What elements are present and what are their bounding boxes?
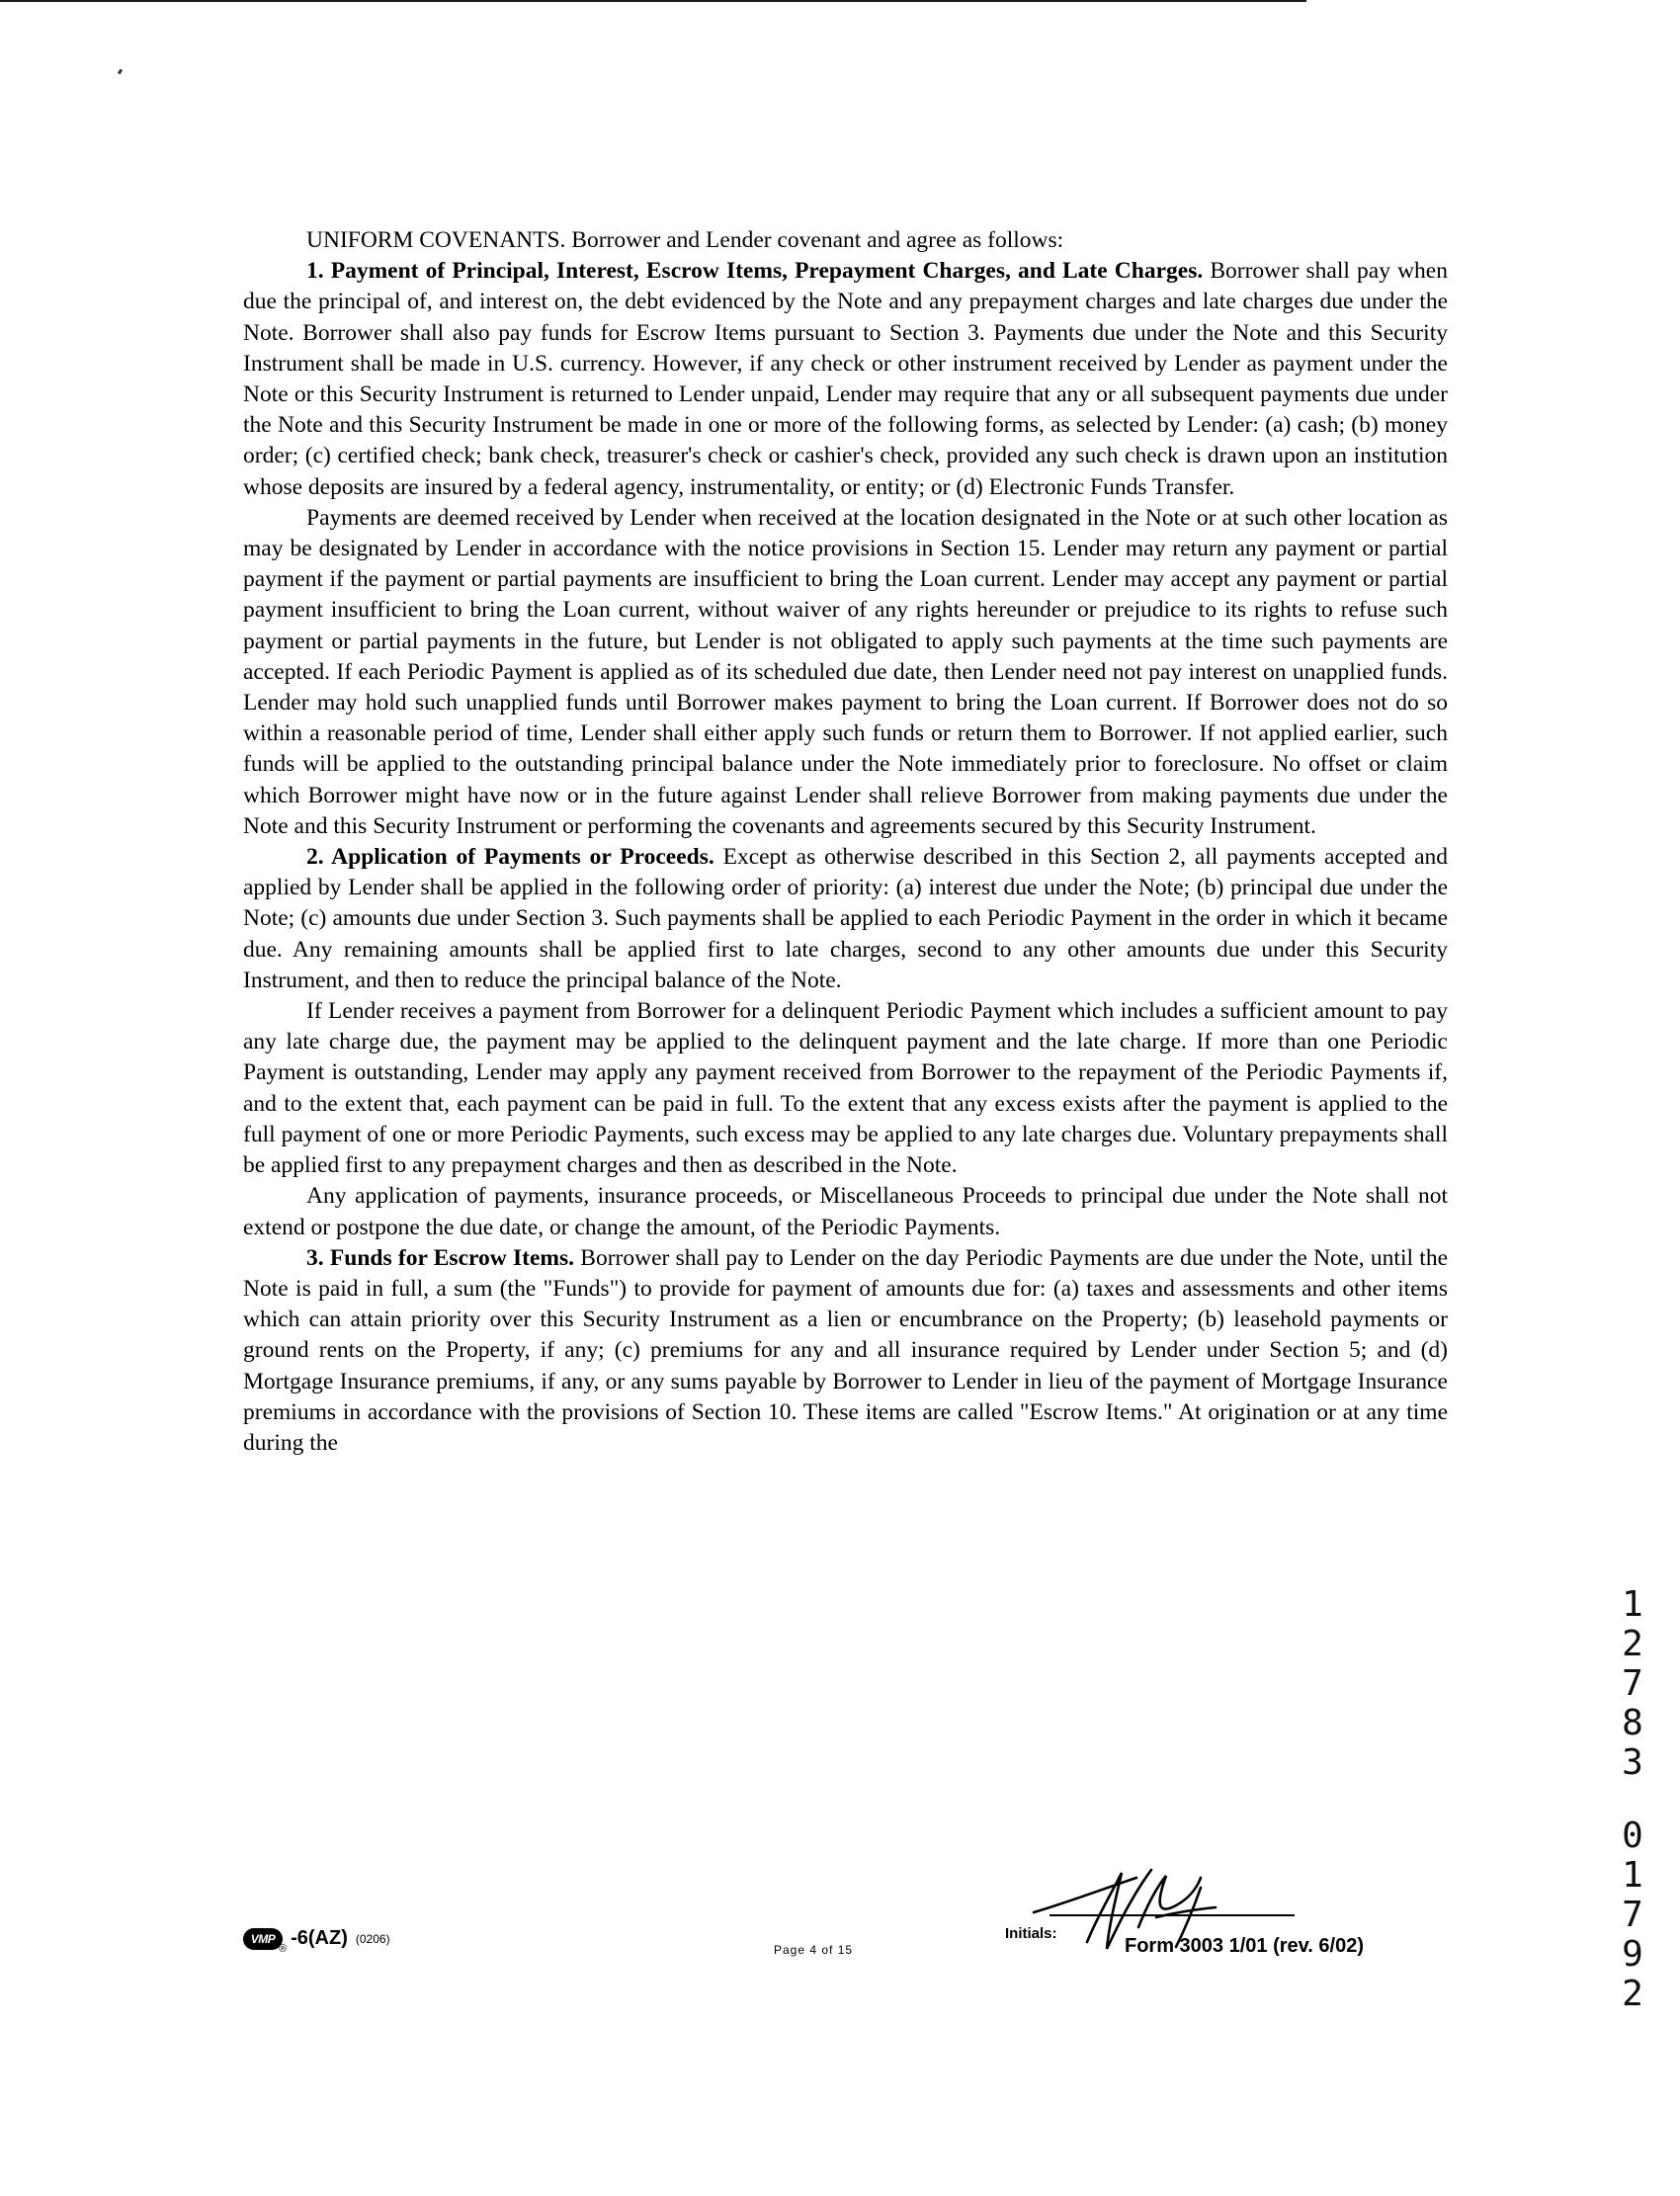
rec-digit: 7: [1622, 1895, 1643, 1935]
rec-digit: 1: [1622, 1584, 1643, 1625]
section-1-text-2: Payments are deemed received by Lender when received at the location designated in the Note or at such other location as may be designated by Lender in accordance with the notice provisions in Section 15. Lender may return any payment or partial payment if the payment or partial payments are insufficient to bring the Loan current. Lender may accept any payment or partial payment insufficient to bring the Loan current, without waiver of any rights hereunder or prejudice to its rights to refuse such payment or partial payments in the future, but Lender is not obligated to apply such payments at the time such payments are accepted. If each Periodic Payment is applied as of its scheduled due date, then Lender need not pay interest on unapplied funds. Lender may hold such unapplied funds until Borrower makes payment to bring the Loan current. If Borrower does not do so within a reasonable period of time, Lender shall either apply such funds or return them to Borrower. If not applied earlier, such funds will be applied to the outstanding principal balance under the Note immediately prior to foreclosure. No offset or claim which Borrower might have now or in the future against Lender shall relieve Borrower from making payments due under the Note and this Security Instrument or performing the covenants and agreements secured by this Security Instrument.: [243, 504, 1448, 839]
section-3-paragraph: [243, 1243, 1448, 1459]
section-3-heading: 3. Funds for Escrow Items.: [306, 1244, 575, 1271]
covenant-body: [243, 225, 1448, 1459]
section-2-text-2: If Lender receives a payment from Borrower for a delinquent Periodic Payment which includes a sufficient amount to pay any late charge due, the payment may be applied to the delinquent payment and the late charge. If more than one Periodic Payment is outstanding, Lender may apply any payment received from Borrower to the repayment of the Periodic Payments if, and to the extent that, each payment can be paid in full. To the extent that any excess exists after the payment is applied to the full payment of one or more Periodic Payments, such excess may be applied to any late charges due. Voluntary prepayments shall be applied first to any prepayment charges and then as described in the Note.: [243, 998, 1448, 1179]
section-3-text: Borrower shall pay to Lender on the day Periodic Payments are due under the Note, until the Note is paid in full, a sum (the "Funds") to provide for payment of amounts due for: (a) taxes and assessments and other items which can attain priority over this Security Instrument as a lien or encumbrance on the Property; (b) leasehold payments or ground rents on the Property, if any; (c) premiums for any and all insurance required by Lender under Section 5; and (d) Mortgage Insurance premiums, if any, or any sums payable by Borrower to Lender in lieu of the payment of Mortgage Insurance premiums in accordance with the provisions of Section 10. These items are called "Escrow Items." At origination or at any time during the: [243, 1244, 1448, 1456]
form-code: -6(AZ): [291, 1927, 348, 1949]
rec-digit: 2: [1622, 1624, 1643, 1664]
section-2-text-3: Any application of payments, insurance proceeds, or Miscellaneous Proceeds to principal due under the Note shall not extend or postpone the due date, or change the amount, of the Periodic Payments.: [243, 1183, 1448, 1240]
section-2-text: Except as otherwise described in this Section 2, all payments accepted and applied by Lender shall be applied in the following order of priority: (a) interest due under the Note; (b) principal due under the Note; (c) amounts due under Section 3. Such payments shall be applied to each Periodic Payment in the order in which it became due. Any remaining amounts shall be applied first to late charges, second to any other amounts due under this Security Instrument, and then to reduce the principal balance of the Note.: [243, 844, 1448, 993]
rec-digit: 1: [1622, 1855, 1643, 1896]
rec-digit: 2: [1622, 1974, 1643, 2014]
registered-mark: ®: [279, 1942, 288, 1955]
form-date: (0206): [355, 1931, 390, 1946]
rec-gap: [1613, 1783, 1652, 1816]
section-2-heading: 2. Application of Payments or Proceeds.: [306, 844, 714, 871]
scan-speck: [118, 69, 123, 75]
rec-digit: 0: [1622, 1816, 1643, 1856]
rec-digit: 9: [1622, 1934, 1643, 1975]
form-number: Form 3003 1/01 (rev. 6/02): [1125, 1935, 1364, 1957]
top-rule: [0, 0, 1306, 2]
rec-digit: 8: [1622, 1703, 1643, 1743]
rec-digit: 7: [1622, 1663, 1643, 1704]
section-2-paragraph-2: [243, 996, 1448, 1181]
section-1-text: Borrower shall pay when due the principal of, and interest on, the debt evidenced by the Note and any prepayment charges and late charges due under the Note. Borrower shall also pay funds for Escrow Items pursuant to Section 3. Payments due under the Note and this Security Instrument shall be made in U.S. currency. However, if any check or other instrument received by Lender as payment under the Note or this Security Instrument is returned to Lender unpaid, Lender may require that any or all subsequent payments due under the Note and this Security Instrument be made in one or more of the following forms, as selected by Lender: (a) cash; (b) money order; (c) certified check; bank check, treasurer's check or cashier's check, provided any such check is drawn upon an institution whose deposits are insured by a federal agency, instrumentality, or entity; or (d) Electronic Funds Transfer.: [243, 258, 1448, 500]
recording-number: [1613, 1585, 1652, 2014]
vmp-form-code: [243, 1927, 390, 1955]
section-2-paragraph: [243, 842, 1448, 996]
initials-label: Initials:: [1005, 1925, 1057, 1942]
section-2-paragraph-3: [243, 1181, 1448, 1242]
rec-digit: 3: [1622, 1742, 1643, 1783]
page-number: Page 4 of 15: [774, 1943, 854, 1957]
intro-line: UNIFORM COVENANTS. Borrower and Lender covenant and agree as follows:: [306, 227, 1064, 253]
initials-line: [1050, 1914, 1295, 1916]
section-1-heading: 1. Payment of Principal, Interest, Escrow Items, Prepayment Charges, and Late Charges.: [306, 258, 1204, 285]
section-1-paragraph: [243, 256, 1448, 503]
vmp-logo-icon: VMP: [243, 1928, 283, 1950]
section-1-paragraph-2: [243, 503, 1448, 842]
